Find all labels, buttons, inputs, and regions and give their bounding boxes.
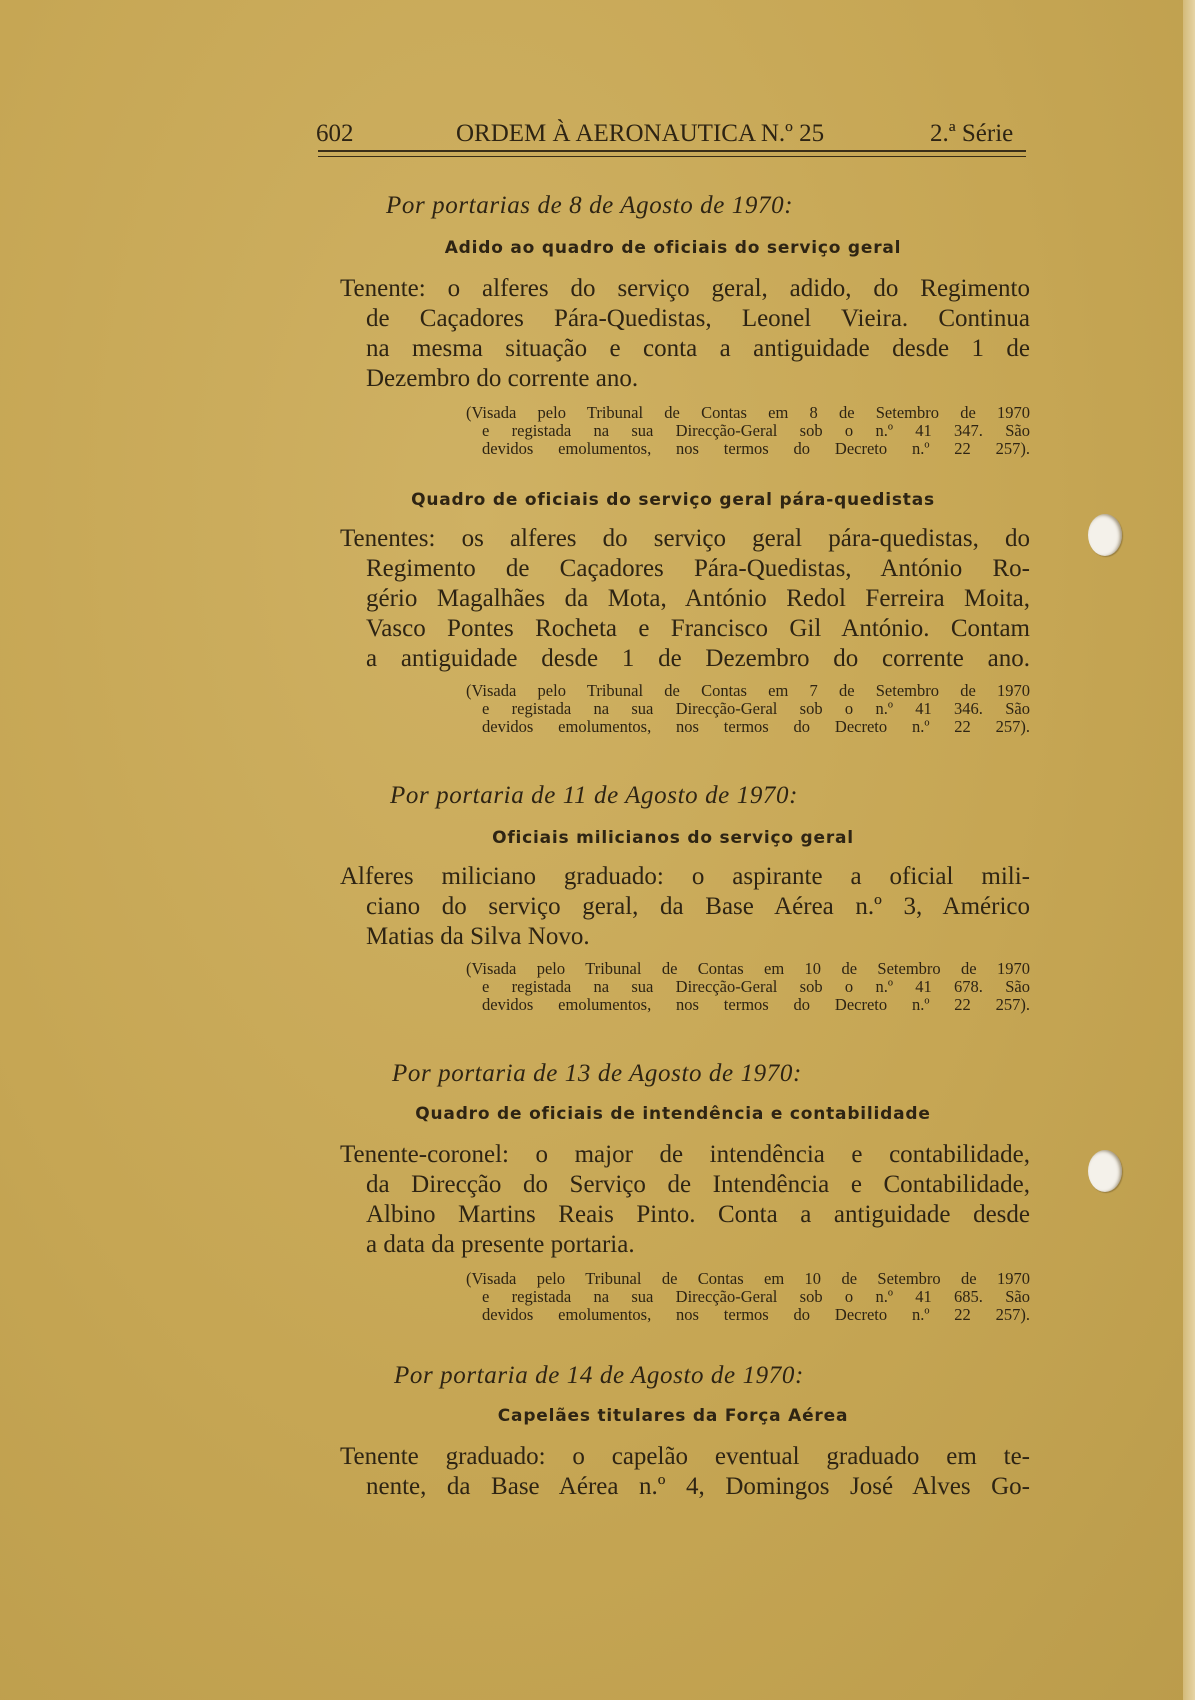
- portaria-date: Por portaria de 13 de Agosto de 1970:: [392, 1060, 802, 1087]
- header-rule: [318, 156, 1026, 157]
- body-line: ciano do serviço geral, da Base Aérea n.º 3, Américo: [366, 893, 1030, 920]
- note-line: (Visada pelo Tribunal de Contas em 7 de Setembro de 1970: [466, 681, 1030, 700]
- body-line: Tenentes: os alferes do serviço geral pára-quedistas, do: [340, 525, 1030, 552]
- body-line: da Direcção do Serviço de Intendência e Contabilidade,: [366, 1171, 1030, 1198]
- section-heading: Oficiais milicianos do serviço geral: [492, 828, 854, 848]
- body-line: nente, da Base Aérea n.º 4, Domingos José Alves Go-: [366, 1473, 1030, 1500]
- body-paragraph: [340, 1140, 1030, 1260]
- note-line: e registada na sua Direcção-Geral sob o n.º 41 685. São: [482, 1287, 1030, 1306]
- series-label: 2.ª Série: [930, 120, 1014, 147]
- body-line: Tenente: o alferes do serviço geral, adido, do Regimento: [340, 275, 1030, 302]
- publication-title: ORDEM À AERONAUTICA N.º 25: [456, 120, 825, 147]
- punch-hole: [1088, 1150, 1122, 1192]
- body-line: a antiguidade desde 1 de Dezembro do corrente ano.: [366, 645, 1030, 672]
- body-line: Regimento de Caçadores Pára-Quedistas, António Ro-: [366, 555, 1030, 582]
- body-line: Tenente graduado: o capelão eventual graduado em te-: [340, 1443, 1030, 1470]
- note-line: devidos emolumentos, nos termos do Decreto n.º 22 257).: [482, 1305, 1030, 1324]
- note-line: (Visada pelo Tribunal de Contas em 8 de Setembro de 1970: [466, 403, 1030, 422]
- section-heading: Capelães titulares da Força Aérea: [497, 1406, 849, 1426]
- body-line: Tenente-coronel: o major de intendência e contabilidade,: [340, 1141, 1030, 1168]
- body-paragraph: [340, 524, 1030, 674]
- visa-note: [466, 1270, 1030, 1324]
- note-line: devidos emolumentos, nos termos do Decreto n.º 22 257).: [482, 717, 1030, 736]
- page-number: 602: [316, 120, 354, 147]
- body-line: Dezembro do corrente ano.: [366, 365, 639, 392]
- body-line: Albino Martins Reais Pinto. Conta a antiguidade desde: [366, 1201, 1030, 1228]
- body-line: gério Magalhães da Mota, António Redol Ferreira Moita,: [366, 585, 1030, 612]
- body-paragraph: [340, 274, 1030, 394]
- portaria-date: Por portarias de 8 de Agosto de 1970:: [386, 192, 794, 219]
- note-line: (Visada pelo Tribunal de Contas em 10 de Setembro de 1970: [466, 1269, 1030, 1288]
- body-line: a data da presente portaria.: [366, 1231, 635, 1258]
- note-line: devidos emolumentos, nos termos do Decreto n.º 22 257).: [482, 995, 1030, 1014]
- page-header: [316, 120, 1026, 152]
- header-rule: [318, 150, 1026, 152]
- note-line: e registada na sua Direcção-Geral sob o n.º 41 346. São: [482, 699, 1030, 718]
- body-line: Matias da Silva Novo.: [366, 923, 590, 950]
- paper-edge: [1183, 0, 1195, 1700]
- note-line: (Visada pelo Tribunal de Contas em 10 de Setembro de 1970: [466, 959, 1030, 978]
- section-heading: Adido ao quadro de oficiais do serviço geral: [444, 238, 902, 258]
- body-paragraph: [340, 862, 1030, 952]
- visa-note: [466, 960, 1030, 1014]
- body-line: Vasco Pontes Rocheta e Francisco Gil António. Contam: [366, 615, 1030, 642]
- punch-hole: [1088, 514, 1122, 556]
- visa-note: [466, 404, 1030, 458]
- portaria-date: Por portaria de 14 de Agosto de 1970:: [394, 1362, 804, 1389]
- note-line: e registada na sua Direcção-Geral sob o n.º 41 347. São: [482, 421, 1030, 440]
- visa-note: [466, 682, 1030, 736]
- note-line: e registada na sua Direcção-Geral sob o n.º 41 678. São: [482, 977, 1030, 996]
- section-heading: Quadro de oficiais do serviço geral pára-quedistas: [411, 490, 935, 510]
- body-paragraph: [340, 1442, 1030, 1502]
- section-heading: Quadro de oficiais de intendência e contabilidade: [415, 1104, 931, 1124]
- portaria-date: Por portaria de 11 de Agosto de 1970:: [390, 782, 799, 809]
- body-line: na mesma situação e conta a antiguidade desde 1 de: [366, 335, 1030, 362]
- body-line: Alferes miliciano graduado: o aspirante a oficial mili-: [340, 863, 1030, 890]
- body-line: de Caçadores Pára-Quedistas, Leonel Vieira. Continua: [366, 305, 1030, 332]
- note-line: devidos emolumentos, nos termos do Decreto n.º 22 257).: [482, 439, 1030, 458]
